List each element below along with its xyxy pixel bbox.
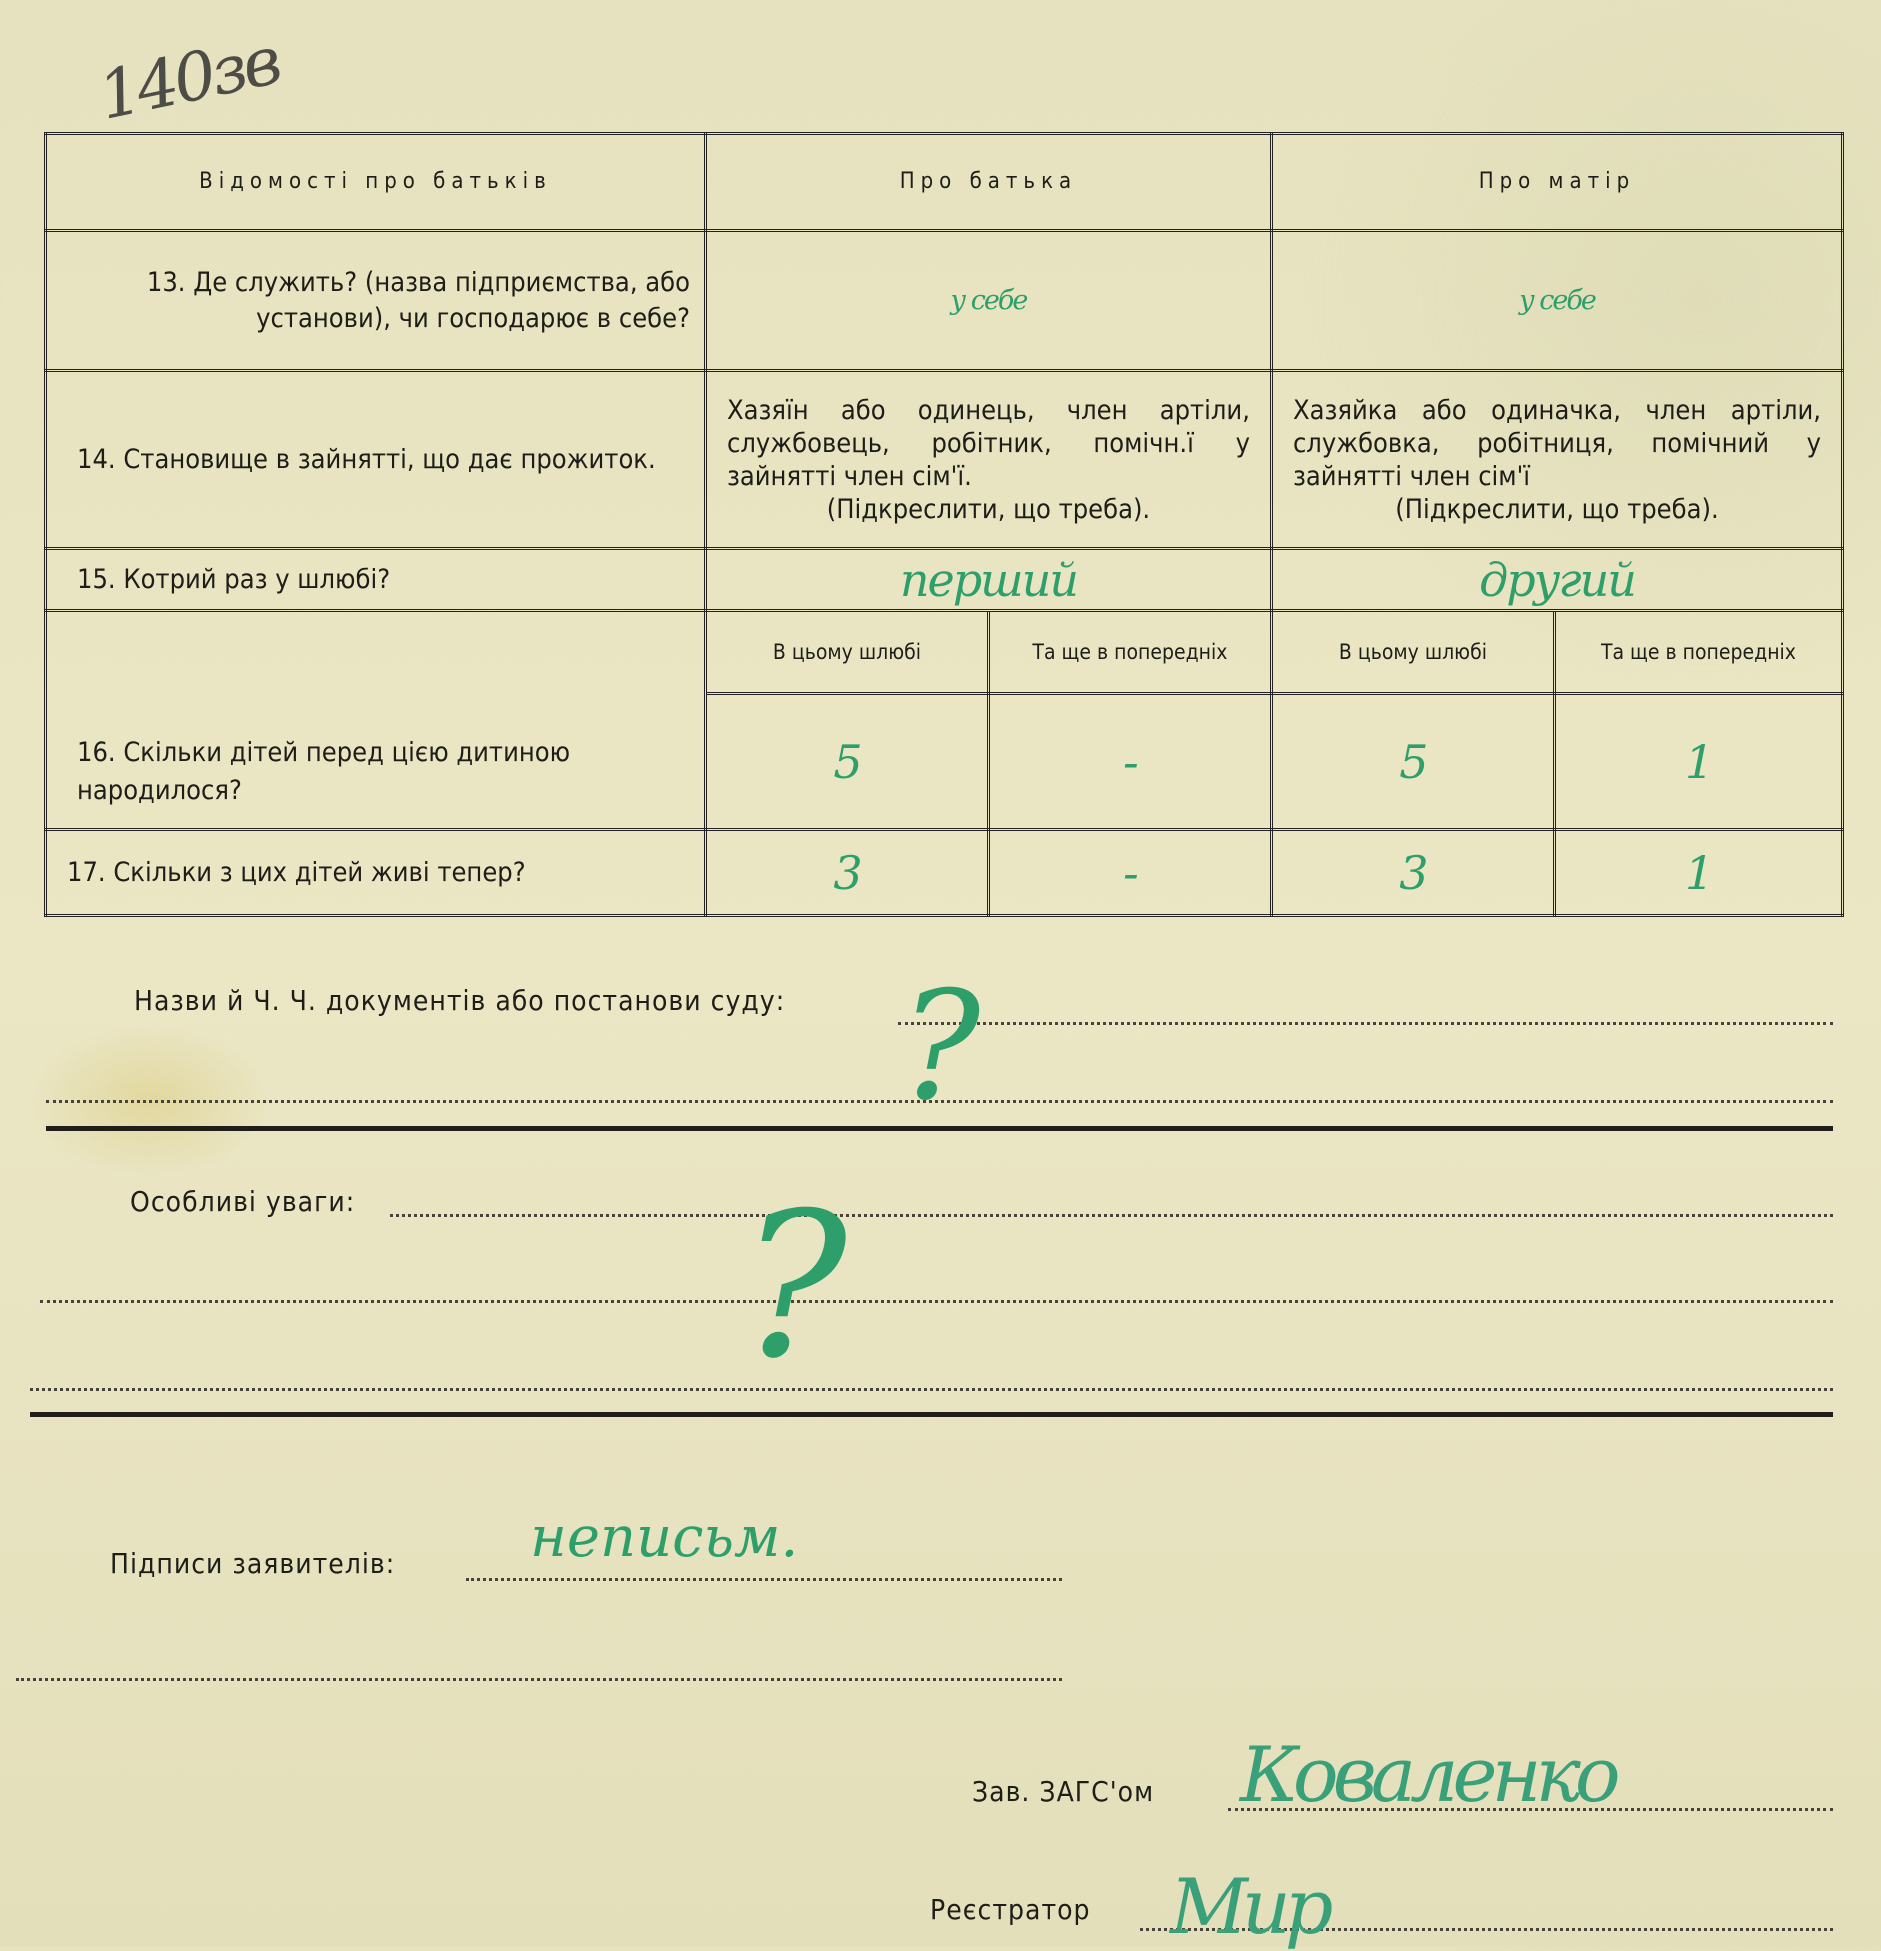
zags-signature: Коваленко (1240, 1730, 1615, 1819)
documents-line-1 (898, 1022, 1833, 1025)
answer-16-mother-this: 5 (1271, 694, 1554, 830)
header-father: Про батька (705, 134, 1271, 231)
page-number: 140зв (91, 22, 285, 135)
options-14-mother (1271, 371, 1842, 549)
subheader-father-prev: Та ще в попередніх (988, 611, 1271, 694)
options-14-father-note: (Підкреслити, що треба). (826, 493, 1151, 525)
remarks-line-3 (30, 1388, 1833, 1391)
answer-16-mother-prev: 1 (1554, 694, 1842, 830)
signatures-line-1 (466, 1578, 1062, 1581)
registrar-signature: Мир (1170, 1862, 1328, 1951)
subheader-mother-prev: Та ще в попередніх (1554, 611, 1842, 694)
subheader-father-this: В цьому шлюбі (705, 611, 988, 694)
answer-13-father: у себе (705, 231, 1271, 371)
section-rule-2 (30, 1412, 1833, 1417)
answer-13-mother: у себе (1271, 231, 1842, 371)
header-mother: Про матір (1271, 134, 1842, 231)
zags-label: Зав. ЗАГС'ом (972, 1775, 1155, 1808)
parents-info-table (44, 132, 1844, 917)
section-rule-1 (46, 1126, 1833, 1131)
options-14-mother-text: Хазяйка або одиначка, член артіли, службовка, робітниця, помічний у зайнятті член сім'ї (1292, 394, 1821, 492)
options-14-mother-note: (Підкреслити, що треба). (1395, 493, 1719, 525)
remarks-value: ? (740, 1170, 848, 1403)
answer-16-father-this: 5 (705, 694, 988, 830)
documents-value: ? (900, 960, 981, 1134)
answer-17-father-this: 3 (705, 830, 988, 916)
options-14-father-text: Хазяїн або одинець, член артіли, службовець, робітник, помічн.ї у зайнятті член сім'ї. (726, 394, 1250, 492)
question-15: 15. Котрий раз у шлюбі? (46, 549, 706, 611)
documents-label: Назви й Ч. Ч. документів або постанови суду: (134, 984, 786, 1017)
answer-15-father: перший (705, 549, 1271, 611)
remarks-line-1 (390, 1214, 1833, 1217)
answer-17-father-prev: - (988, 830, 1271, 916)
answer-15-mother: другий (1271, 549, 1842, 611)
answer-16-father-prev: - (988, 694, 1271, 830)
signatures-label: Підписи заявителів: (110, 1547, 396, 1580)
registrar-label: Реєстратор (930, 1893, 1091, 1926)
answer-17-mother-this: 3 (1271, 830, 1554, 916)
answer-17-mother-prev: 1 (1554, 830, 1842, 916)
signatures-value: неписьм. (530, 1505, 799, 1570)
question-13: 13. Де служить? (назва підприємства, або установи), чи господарює в себе? (46, 231, 706, 371)
remarks-label: Особливі уваги: (130, 1185, 356, 1218)
header-parents-info: Відомості про батьків (46, 134, 706, 231)
subheader-mother-this: В цьому шлюбі (1271, 611, 1554, 694)
signatures-line-2 (16, 1678, 1062, 1681)
question-17: 17. Скільки з цих дітей живі тепер? (46, 830, 706, 916)
question-16: 16. Скільки дітей перед цією дитиною народилося? (46, 611, 706, 830)
question-14: 14. Становище в зайнятті, що дає прожиток. (46, 371, 706, 549)
remarks-line-2 (40, 1300, 1833, 1303)
options-14-father (705, 371, 1271, 549)
